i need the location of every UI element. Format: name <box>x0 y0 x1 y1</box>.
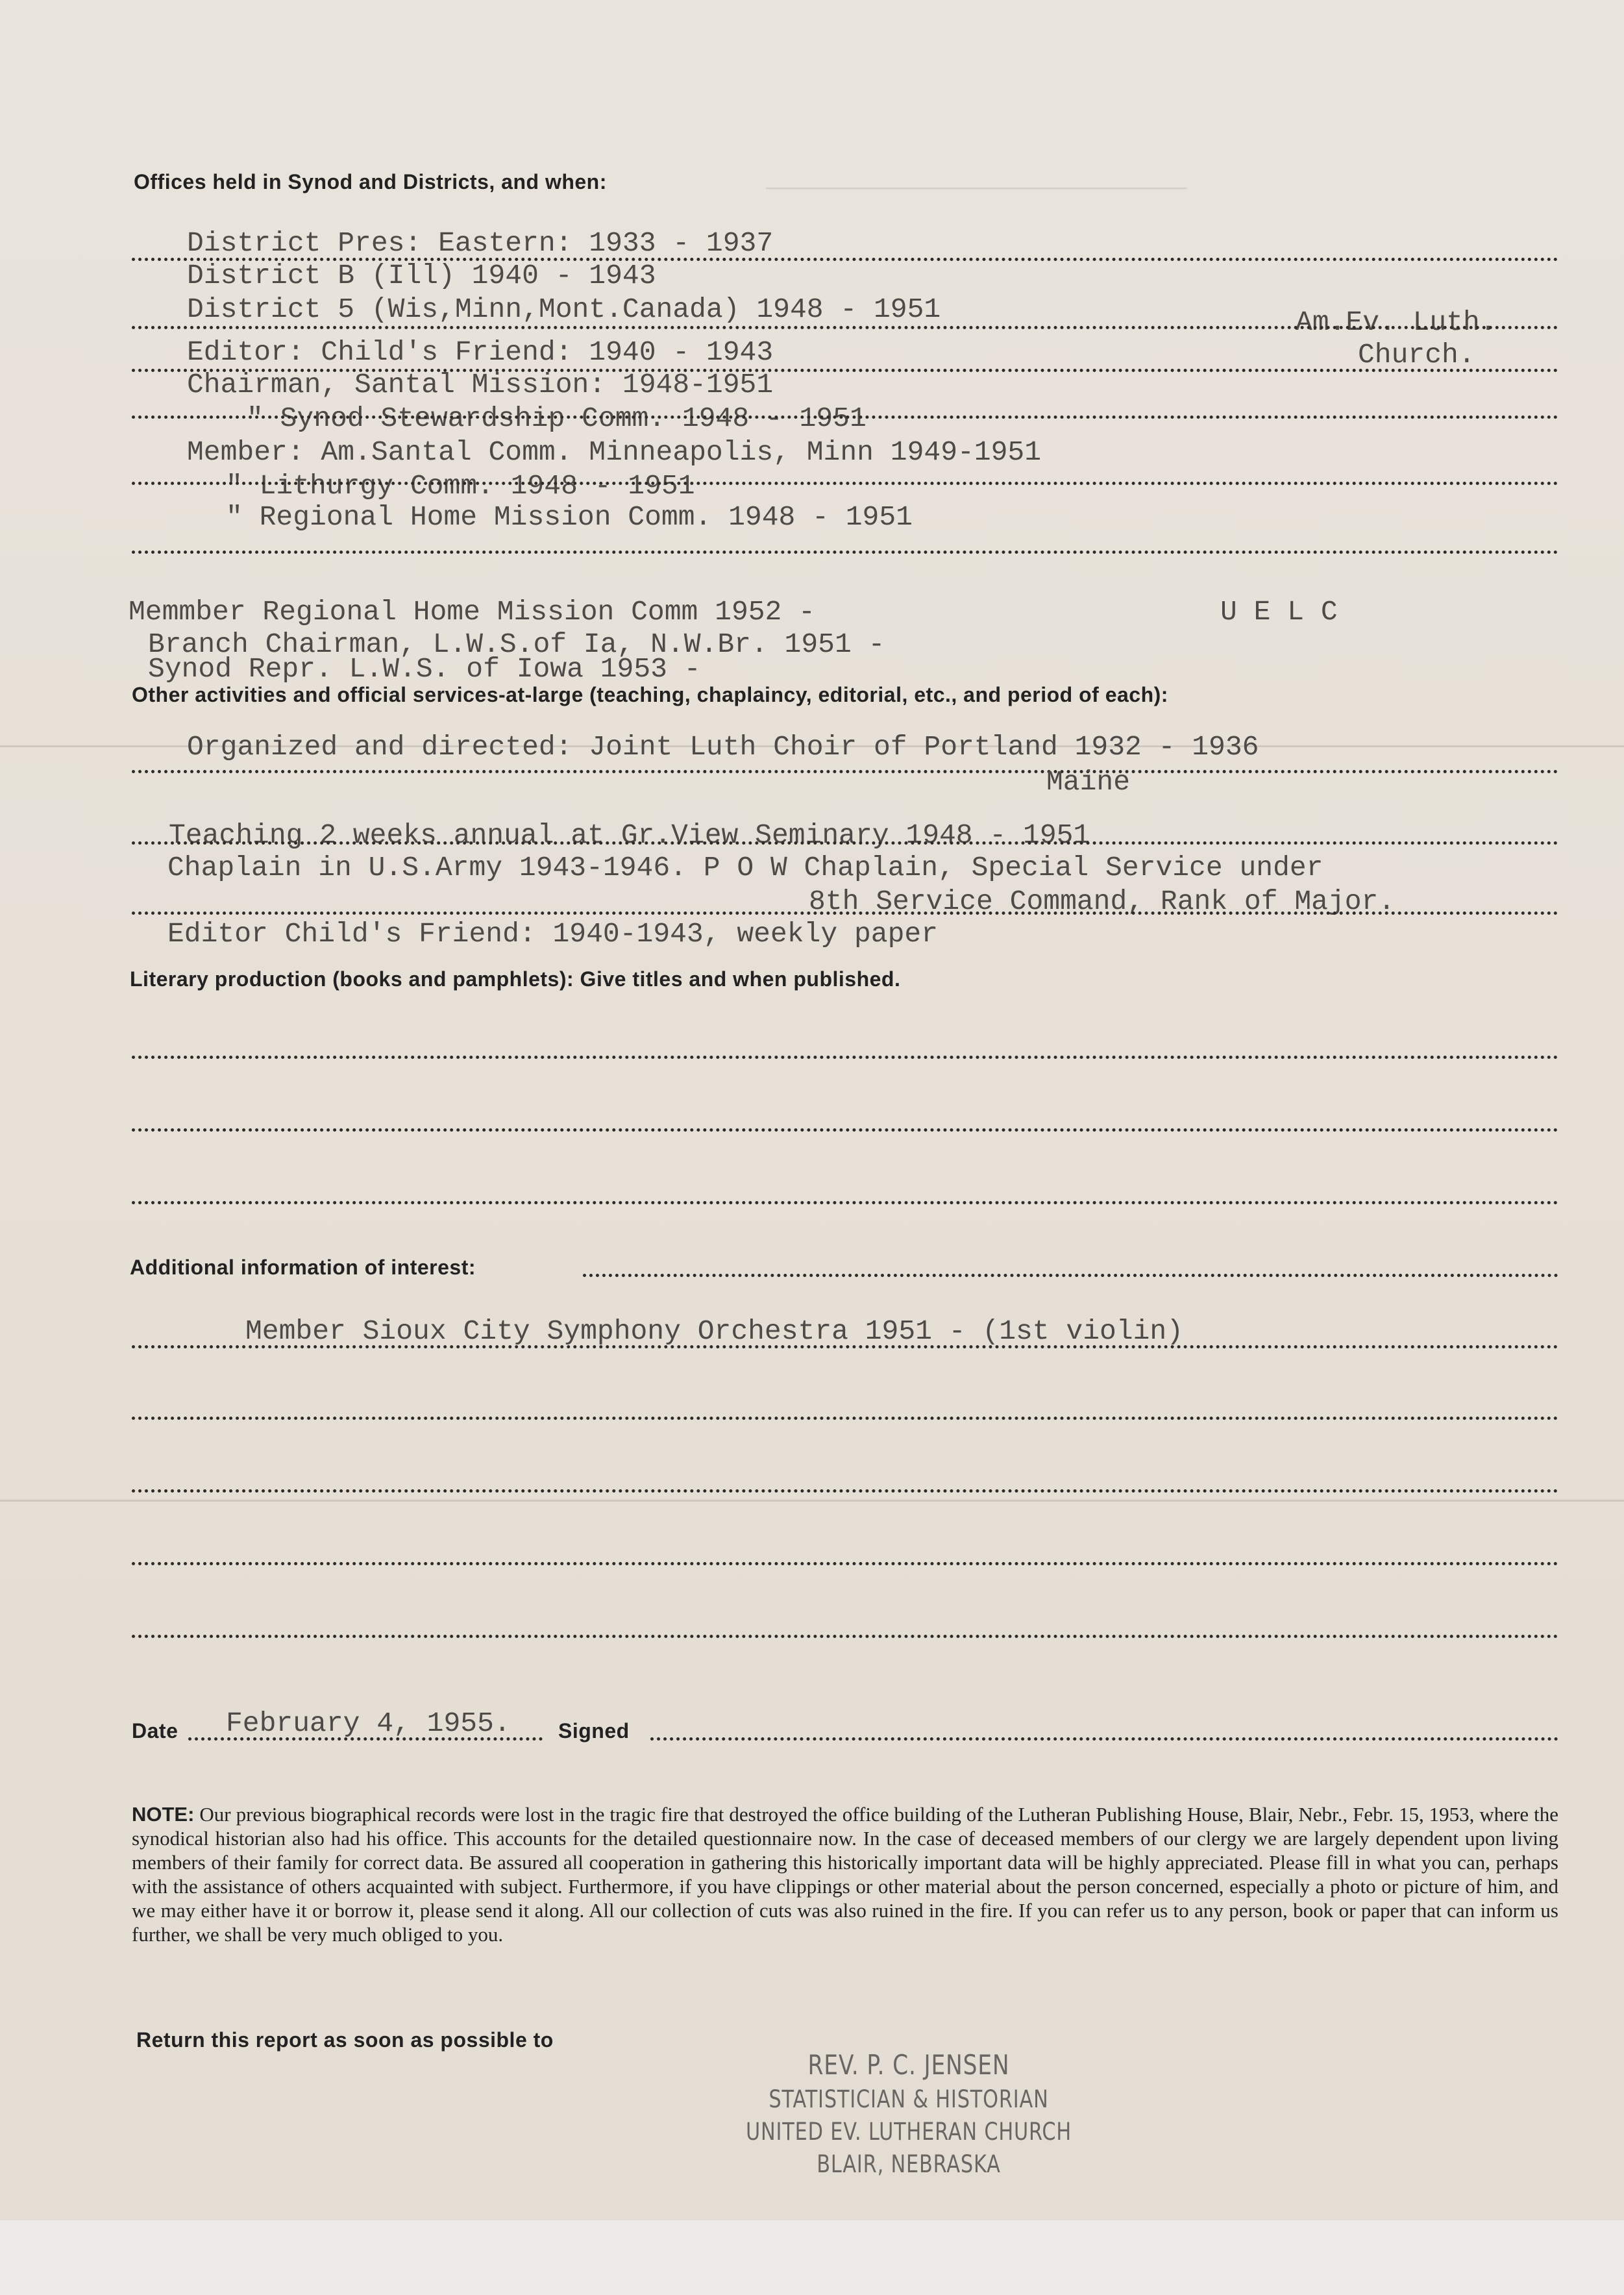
dotted-line <box>132 326 1558 329</box>
note-heading: NOTE: <box>132 1803 195 1826</box>
dotted-line <box>132 1562 1558 1565</box>
dotted-line <box>132 1635 1558 1638</box>
stamp-title: STATISTICIAN & HISTORIAN <box>769 2085 1049 2113</box>
offices-label: Offices held in Synod and Districts, and when: <box>134 170 607 193</box>
return-label: Return this report as soon as possible to <box>136 2028 554 2052</box>
dotted-line <box>583 1274 1558 1277</box>
signature-line <box>650 1737 1558 1741</box>
stamp-name: REV. P. C. JENSEN <box>807 2049 1010 2081</box>
church-note: Church. <box>1358 339 1475 371</box>
dotted-line <box>132 841 1558 845</box>
dotted-line <box>132 770 1558 773</box>
dotted-line <box>132 551 1558 554</box>
activity-entry: Maine <box>1046 766 1131 798</box>
dotted-line <box>132 1056 1558 1059</box>
note-text: Our previous biographical records were lost in the tragic fire that destroyed the office building of the Lutheran Publishing House, Blair, Nebr., Febr. 15, 1953, where the synodical historian also had his office. This accounts for the detailed questionnaire now. In the case of deceased members of our clergy we are largely dependent upon living members of their family for correct data. Be assured all cooperation in gathering this historically important data will be highly appreciated. Please fill in what you can, perhaps with the assistance of others acquainted with subject. Furthermore, if you have clippings or other material about the person concerned, especially a photo or picture of him, and we may either have it or borrow it, please send it along. All our collection of cuts was also ruined in the fire. If you can refer us to any person, book or paper that can inform us further, we shall be very much obliged to you. <box>132 1803 1558 1946</box>
paper-fold <box>0 1500 1624 1502</box>
dotted-line <box>132 416 1558 419</box>
dotted-line <box>132 1417 1558 1420</box>
activity-entry: Chaplain in U.S.Army 1943-1946. P O W Chaplain, Special Service under <box>167 852 1323 884</box>
stamp-church: UNITED EV. LUTHERAN CHURCH <box>745 2118 1072 2146</box>
office-entry: " Regional Home Mission Comm. 1948 - 1951 <box>226 501 913 533</box>
stamp-city: BLAIR, NEBRASKA <box>817 2150 1001 2178</box>
uelc-entry: Memmber Regional Home Mission Comm 1952 - <box>129 596 815 628</box>
additional-entry: Member Sioux City Symphony Orchestra 1951 - (1st violin) <box>245 1315 1184 1347</box>
dotted-line <box>132 1345 1558 1348</box>
activity-entry: Editor Child's Friend: 1940-1943, weekly paper <box>167 918 938 950</box>
activity-entry: Teaching 2 weeks annual at Gr.View Seminary 1948 - 1951 <box>169 819 1090 851</box>
office-entry: " Lithurgy Comm. 1948 - 1951 <box>226 470 695 502</box>
activity-entry: 8th Service Command, Rank of Major. <box>809 886 1396 917</box>
bleed-through-shadow: ────────────────────────────── <box>766 174 1187 201</box>
church-note: Am.Ev. Luth. <box>1296 306 1497 338</box>
date-label: Date <box>132 1719 178 1743</box>
note-paragraph <box>132 1802 1558 1946</box>
signed-label: Signed <box>558 1719 630 1743</box>
activities-label: Other activities and official services-at-large (teaching, chaplaincy, editorial, etc., and period of each): <box>132 683 1168 706</box>
office-entry: District 5 (Wis,Minn,Mont.Canada) 1948 - 1951 <box>187 293 941 325</box>
office-entry: Editor: Child's Friend: 1940 - 1943 <box>187 336 774 368</box>
uelc-entry: Synod Repr. L.W.S. of Iowa 1953 - <box>148 653 701 685</box>
uelc-entry: Branch Chairman, L.W.S.of Ia, N.W.Br. 1951 - <box>148 628 885 660</box>
dotted-line <box>132 1201 1558 1204</box>
dotted-line <box>132 912 1558 915</box>
activity-entry: Organized and directed: Joint Luth Choir of Portland 1932 - 1936 <box>187 731 1259 763</box>
office-entry: District Pres: Eastern: 1933 - 1937 <box>187 227 774 259</box>
office-entry: Chairman, Santal Mission: 1948-1951 <box>187 369 774 401</box>
date-value: February 4, 1955. <box>226 1707 511 1739</box>
dotted-line <box>132 1128 1558 1132</box>
office-entry: Member: Am.Santal Comm. Minneapolis, Minn 1949-1951 <box>187 436 1042 468</box>
scan-background <box>0 2220 1624 2295</box>
additional-label: Additional information of interest: <box>130 1256 476 1279</box>
uelc-label: U E L C <box>1220 596 1338 628</box>
office-entry: " Synod Stewardship Comm. 1948 - 1951 <box>247 403 867 434</box>
literary-label: Literary production (books and pamphlets): Give titles and when published. <box>130 967 901 991</box>
office-entry: District B (Ill) 1940 - 1943 <box>187 260 656 292</box>
dotted-line <box>132 482 1558 485</box>
dotted-line <box>132 1489 1558 1493</box>
